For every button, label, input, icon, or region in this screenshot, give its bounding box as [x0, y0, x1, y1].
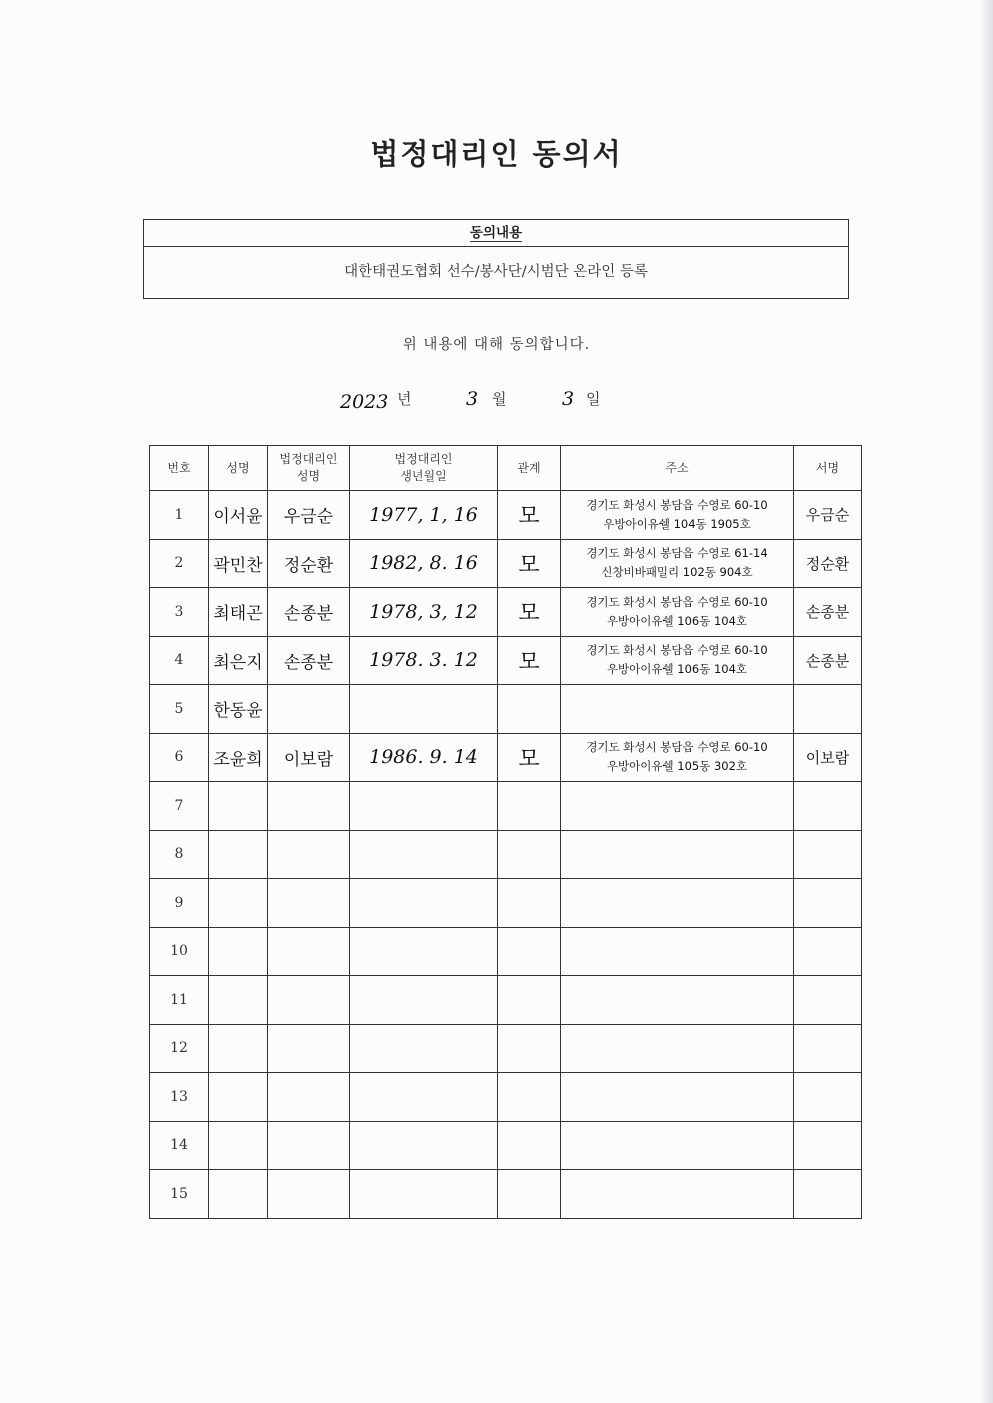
row-number: 14	[170, 1137, 188, 1154]
signature-cell	[794, 1170, 862, 1219]
address-line-2: 우방아이유쉘 106동 104호	[606, 613, 748, 628]
relation: 모	[518, 552, 540, 578]
row-number: 4	[174, 652, 184, 669]
signature-cell	[794, 927, 862, 976]
row-number: 7	[174, 797, 184, 814]
guardian-name-cell	[268, 830, 350, 879]
table-row	[150, 588, 862, 637]
signature-cell	[794, 491, 862, 540]
guardian-name-cell	[268, 636, 350, 685]
guardian-name-cell	[268, 1073, 350, 1122]
guardian-birthdate-cell	[350, 733, 498, 782]
guardian-birthdate: 1978. 3. 12	[369, 649, 478, 672]
signature-cell	[794, 733, 862, 782]
guardian-name: 이보람	[283, 749, 334, 770]
address-cell	[561, 976, 794, 1025]
signature: 이보람	[805, 748, 850, 767]
table-row	[150, 1170, 862, 1219]
signature-cell	[794, 830, 862, 879]
address-line-2: 우방아이유쉘 105동 302호	[606, 759, 748, 774]
signature-cell	[794, 539, 862, 588]
row-number-cell	[150, 782, 209, 831]
member-name-cell	[209, 830, 268, 879]
relation-cell	[498, 539, 561, 588]
relation-cell	[498, 1024, 561, 1073]
date-year-unit: 년	[397, 390, 412, 408]
row-number: 2	[174, 555, 184, 572]
relation-cell	[498, 830, 561, 879]
agreement-statement: 위 내용에 대해 동의합니다.	[402, 337, 591, 353]
member-name-cell	[209, 685, 268, 734]
consent-content-box	[143, 219, 849, 299]
date-day-unit: 일	[586, 390, 601, 408]
table-row	[150, 830, 862, 879]
member-name-cell	[209, 1170, 268, 1219]
address-cell	[561, 782, 794, 831]
address-cell	[561, 636, 794, 685]
row-number-cell	[150, 588, 209, 637]
row-number: 13	[170, 1088, 188, 1105]
table-row	[150, 636, 862, 685]
table-row	[150, 539, 862, 588]
member-name-cell	[209, 976, 268, 1025]
header-name: 성명	[209, 446, 268, 491]
header-guardian-birth: 법정대리인 생년월일	[350, 446, 498, 491]
guardian-birthdate-cell	[350, 1170, 498, 1219]
row-number-cell	[150, 1073, 209, 1122]
relation-cell	[498, 879, 561, 928]
document-title: 법정대리인 동의서	[370, 137, 623, 171]
consent-header-label: 동의내용	[469, 225, 523, 241]
consent-header	[144, 220, 848, 247]
signature-cell	[794, 782, 862, 831]
row-number: 10	[170, 943, 188, 960]
member-name-cell	[209, 1073, 268, 1122]
guardian-name-cell	[268, 539, 350, 588]
address-line-1: 경기도 화성시 봉담읍 수영로 60-10	[586, 497, 768, 512]
row-number: 8	[174, 846, 184, 863]
address-cell	[561, 1073, 794, 1122]
member-name-cell	[209, 927, 268, 976]
member-name: 최태곤	[213, 604, 263, 625]
table-row	[150, 976, 862, 1025]
address-line-1: 경기도 화성시 봉담읍 수영로 61-14	[586, 546, 768, 561]
guardian-name-cell	[268, 1170, 350, 1219]
date-month: 3	[466, 388, 479, 410]
row-number-cell	[150, 1024, 209, 1073]
table-row	[150, 782, 862, 831]
signature: 손종분	[805, 651, 850, 670]
member-name: 최은지	[213, 652, 263, 673]
guardian-birthdate-cell	[350, 685, 498, 734]
guardian-name-cell	[268, 588, 350, 637]
relation-cell	[498, 733, 561, 782]
roster-table	[149, 445, 862, 1219]
relation: 모	[518, 601, 540, 627]
relation-cell	[498, 1170, 561, 1219]
guardian-name: 우금순	[283, 507, 334, 528]
guardian-birthdate: 1986. 9. 14	[369, 746, 478, 769]
guardian-birthdate-cell	[350, 976, 498, 1025]
relation-cell	[498, 976, 561, 1025]
address-cell	[561, 588, 794, 637]
row-number-cell	[150, 636, 209, 685]
signature-cell	[794, 1073, 862, 1122]
address-cell	[561, 1170, 794, 1219]
relation-cell	[498, 491, 561, 540]
address-cell	[561, 1024, 794, 1073]
member-name: 곽민찬	[213, 555, 263, 576]
row-number: 1	[174, 506, 184, 523]
relation-cell	[498, 927, 561, 976]
member-name-cell	[209, 1121, 268, 1170]
guardian-name: 정순환	[283, 555, 334, 576]
address-line-2: 우방아이유쉘 106동 104호	[606, 662, 748, 677]
guardian-birthdate-cell	[350, 830, 498, 879]
row-number-cell	[150, 1170, 209, 1219]
guardian-name-cell	[268, 491, 350, 540]
relation-cell	[498, 782, 561, 831]
guardian-birthdate-cell	[350, 588, 498, 637]
signature-cell	[794, 1121, 862, 1170]
signature: 우금순	[805, 506, 850, 525]
address-cell	[561, 830, 794, 879]
guardian-name-cell	[268, 927, 350, 976]
row-number: 5	[174, 700, 184, 717]
row-number-cell	[150, 927, 209, 976]
guardian-name-cell	[268, 685, 350, 734]
table-header-row	[150, 446, 862, 491]
signature: 정순환	[805, 554, 850, 573]
guardian-name-cell	[268, 782, 350, 831]
row-number: 12	[170, 1040, 188, 1057]
guardian-birthdate-cell	[350, 539, 498, 588]
table-row	[150, 491, 862, 540]
guardian-birthdate: 1978, 3, 12	[369, 600, 478, 623]
date-year: 2023	[340, 391, 389, 413]
header-address: 주소	[561, 446, 794, 491]
guardian-birthdate-cell	[350, 1073, 498, 1122]
member-name-cell	[209, 539, 268, 588]
guardian-name-cell	[268, 1024, 350, 1073]
table-row	[150, 685, 862, 734]
guardian-name-cell	[268, 879, 350, 928]
row-number: 9	[174, 894, 184, 911]
address-cell	[561, 539, 794, 588]
table-row	[150, 927, 862, 976]
row-number: 15	[170, 1185, 188, 1202]
relation-cell	[498, 685, 561, 734]
header-relation: 관계	[498, 446, 561, 491]
member-name-cell	[209, 636, 268, 685]
relation: 모	[518, 504, 540, 530]
guardian-birthdate-cell	[350, 1024, 498, 1073]
header-signature: 서명	[794, 446, 862, 491]
member-name-cell	[209, 733, 268, 782]
signature-cell	[794, 1024, 862, 1073]
consent-body-text: 대한태권도협회 선수/봉사단/시범단 온라인 등록	[344, 264, 648, 280]
member-name-cell	[209, 588, 268, 637]
address-cell	[561, 1121, 794, 1170]
guardian-name-cell	[268, 733, 350, 782]
guardian-birthdate-cell	[350, 879, 498, 928]
address-line-1: 경기도 화성시 봉담읍 수영로 60-10	[586, 594, 768, 609]
address-cell	[561, 491, 794, 540]
relation-cell	[498, 636, 561, 685]
row-number-cell	[150, 491, 209, 540]
signature-cell	[794, 879, 862, 928]
address-line-1: 경기도 화성시 봉담읍 수영로 60-10	[586, 643, 768, 658]
table-row	[150, 1121, 862, 1170]
guardian-name: 손종분	[283, 604, 334, 625]
address-line-1: 경기도 화성시 봉담읍 수영로 60-10	[586, 740, 768, 755]
member-name-cell	[209, 782, 268, 831]
table-row	[150, 879, 862, 928]
relation-cell	[498, 1121, 561, 1170]
member-name: 한동윤	[213, 701, 263, 722]
member-name-cell	[209, 1024, 268, 1073]
row-number-cell	[150, 733, 209, 782]
table-row	[150, 1073, 862, 1122]
address-cell	[561, 927, 794, 976]
guardian-birthdate-cell	[350, 782, 498, 831]
row-number: 11	[170, 991, 188, 1008]
date-day: 3	[562, 388, 575, 410]
row-number-cell	[150, 879, 209, 928]
row-number-cell	[150, 1121, 209, 1170]
row-number-cell	[150, 976, 209, 1025]
signature-cell	[794, 588, 862, 637]
member-name: 이서윤	[213, 507, 263, 528]
row-number: 6	[174, 749, 184, 766]
table-row	[150, 1024, 862, 1073]
member-name-cell	[209, 879, 268, 928]
guardian-birthdate: 1982, 8. 16	[369, 552, 478, 575]
header-guardian-name: 법정대리인 성명	[268, 446, 350, 491]
guardian-birthdate-cell	[350, 491, 498, 540]
signature-cell	[794, 685, 862, 734]
guardian-birthdate-cell	[350, 636, 498, 685]
guardian-name: 손종분	[283, 652, 334, 673]
guardian-birthdate-cell	[350, 1121, 498, 1170]
address-cell	[561, 879, 794, 928]
relation-cell	[498, 588, 561, 637]
address-cell	[561, 685, 794, 734]
guardian-birthdate-cell	[350, 927, 498, 976]
page-edge-shadow	[979, 0, 993, 1403]
signature-cell	[794, 976, 862, 1025]
row-number-cell	[150, 539, 209, 588]
guardian-name-cell	[268, 976, 350, 1025]
date-month-unit: 월	[492, 390, 507, 408]
signature: 손종분	[805, 603, 850, 622]
member-name: 조윤희	[213, 749, 263, 770]
signature-cell	[794, 636, 862, 685]
relation-cell	[498, 1073, 561, 1122]
address-line-2: 우방아이유쉘 104동 1905호	[603, 516, 751, 531]
relation: 모	[518, 649, 540, 675]
header-no: 번호	[150, 446, 209, 491]
member-name-cell	[209, 491, 268, 540]
guardian-birthdate: 1977, 1, 16	[369, 503, 478, 526]
row-number-cell	[150, 685, 209, 734]
guardian-name-cell	[268, 1121, 350, 1170]
address-line-2: 신창비바패밀리 102동 904호	[601, 565, 753, 580]
row-number-cell	[150, 830, 209, 879]
table-row	[150, 733, 862, 782]
address-cell	[561, 733, 794, 782]
row-number: 3	[174, 603, 184, 620]
relation: 모	[518, 746, 540, 772]
